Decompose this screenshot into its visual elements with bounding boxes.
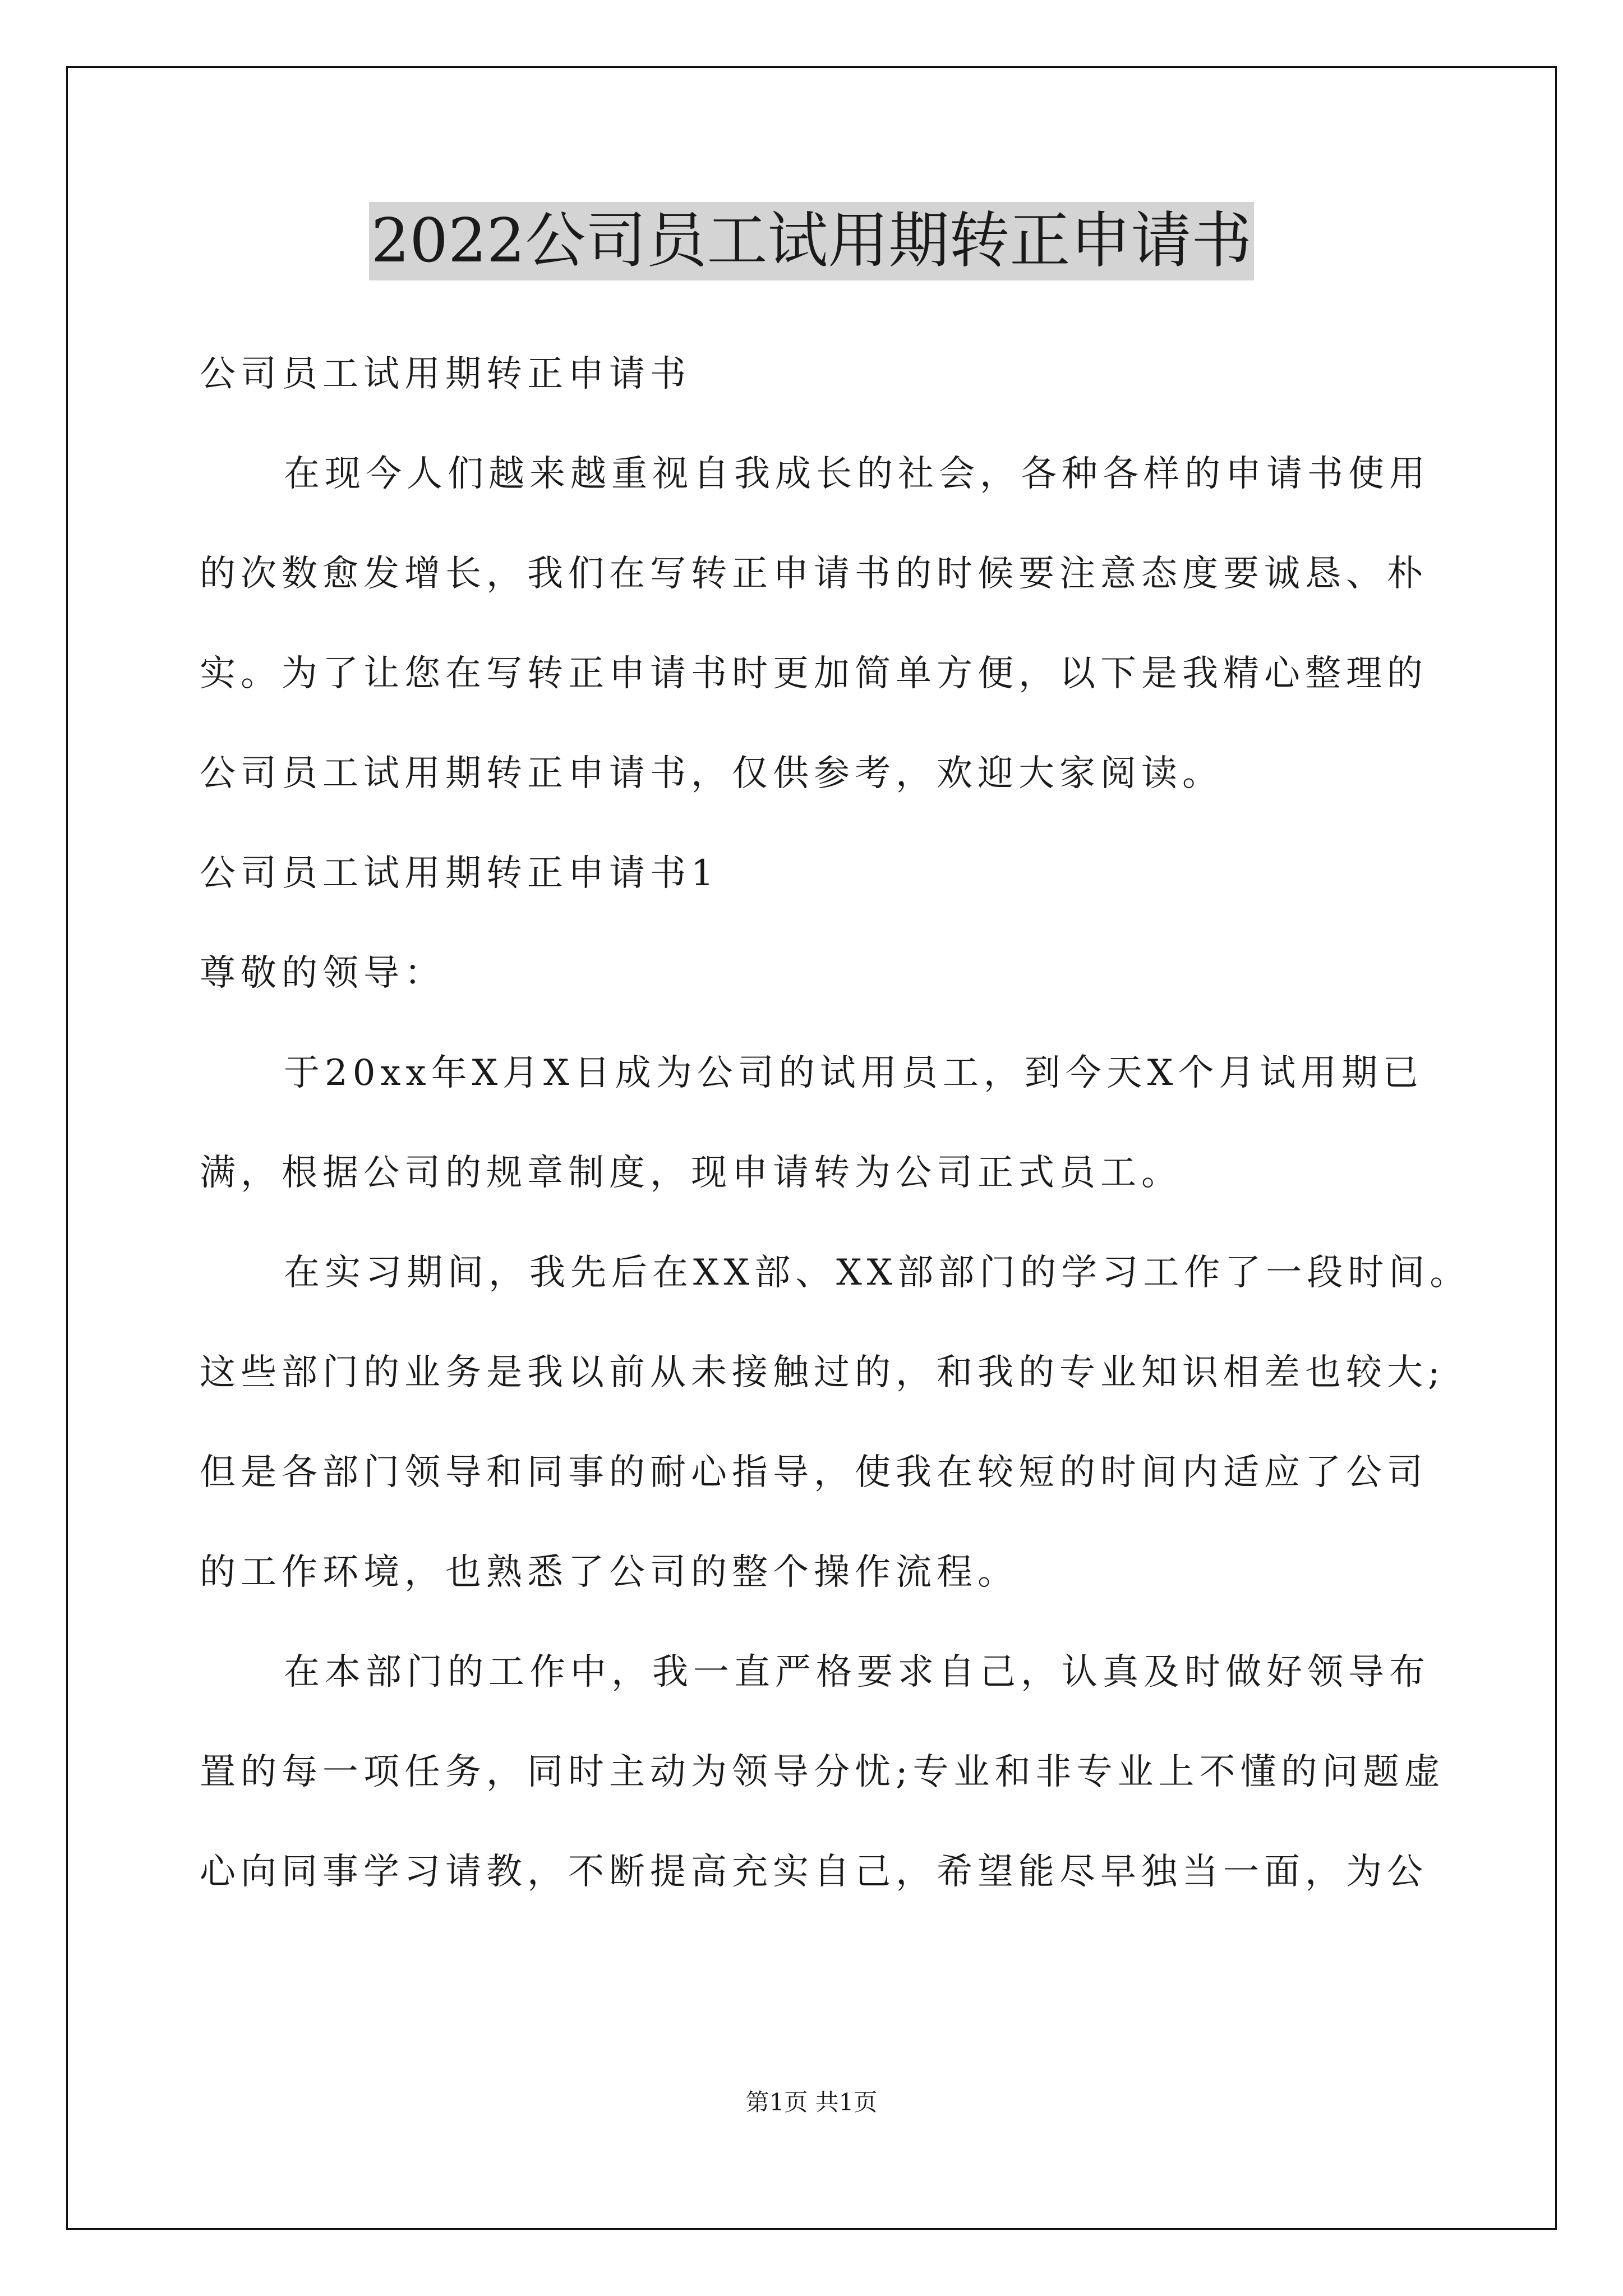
paragraph-line: 满，根据公司的规章制度，现申请转为公司正式员工。	[200, 1152, 1182, 1194]
paragraph-line: 在本部门的工作中，我一直严格要求自己，认真及时做好领导布	[284, 1651, 1430, 1693]
paragraph-line: 公司员工试用期转正申请书，仅供参考，欢迎大家阅读。	[200, 753, 1223, 794]
paragraph-line: 心向同事学习请教，不断提高充实自己，希望能尽早独当一面，为公	[200, 1851, 1428, 1893]
paragraph-line: 置的每一项任务，同时主动为领导分忧;专业和非专业上不懂的问题虚	[200, 1751, 1445, 1793]
paragraph-line: 的工作环境，也熟悉了公司的整个操作流程。	[200, 1552, 1018, 1593]
page-footer: 第1页 共1页	[745, 2088, 878, 2116]
paragraph-line: 实。为了让您在写转正申请书时更加简单方便，以下是我精心整理的	[200, 653, 1428, 694]
paragraph-line: 于20xx年X月X日成为公司的试用员工，到今天X个月试用期已	[284, 1052, 1424, 1094]
salutation: 尊敬的领导：	[200, 953, 445, 994]
document-title: 2022公司员工试用期转正申请书	[369, 202, 1255, 280]
subtitle-line: 公司员工试用期转正申请书	[200, 353, 691, 395]
paragraph-line: 的次数愈发增长，我们在写转正申请书的时候要注意态度要诚恳、朴	[200, 553, 1428, 595]
section-heading: 公司员工试用期转正申请书1	[200, 853, 719, 894]
paragraph-line: 但是各部门领导和同事的耐心指导，使我在较短的时间内适应了公司	[200, 1452, 1428, 1493]
paragraph-line: 在现今人们越来越重视自我成长的社会，各种各样的申请书使用	[284, 453, 1430, 495]
paragraph-line: 在实习期间，我先后在XX部、XX部部门的学习工作了一段时间。	[284, 1252, 1471, 1294]
paragraph-line: 这些部门的业务是我以前从未接触过的，和我的专业知识相差也较大;	[200, 1352, 1445, 1393]
title-container	[0, 202, 1623, 280]
